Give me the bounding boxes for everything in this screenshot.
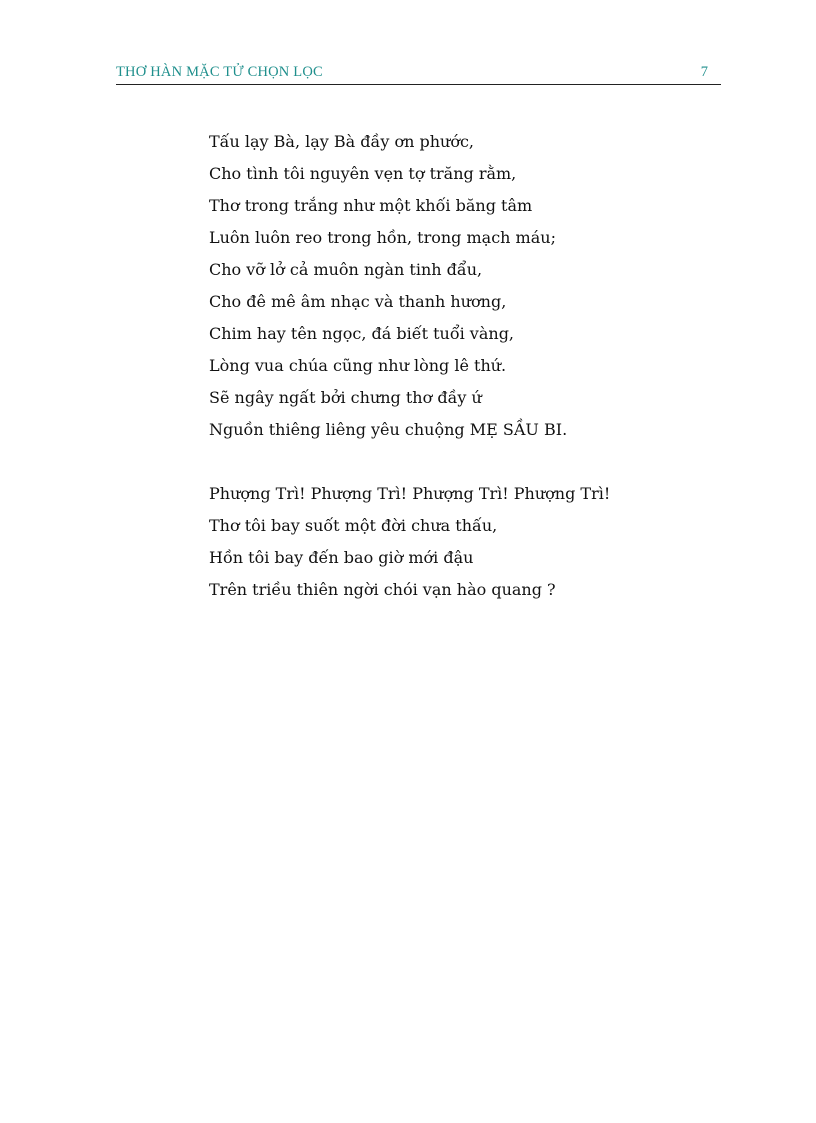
- header-title: THƠ HÀN MẶC TỬ CHỌN LỌC: [116, 64, 323, 80]
- poem-line: Trên triều thiên ngời chói vạn hào quang ?: [209, 580, 556, 599]
- poem-line: Thơ trong trắng như một khối băng tâm: [209, 196, 533, 215]
- poem-line: Sẽ ngây ngất bởi chưng thơ đầy ứ: [209, 388, 482, 407]
- poem-line: Cho vỡ lở cả muôn ngàn tinh đẩu,: [209, 260, 483, 279]
- stanza-2: [209, 478, 610, 606]
- poem-line: Thơ tôi bay suốt một đời chưa thấu,: [209, 516, 498, 535]
- stanza-1: [209, 126, 610, 446]
- poem-line: Phượng Trì! Phượng Trì! Phượng Trì! Phượng Trì!: [209, 484, 611, 503]
- poem-line: Cho tình tôi nguyên vẹn tợ trăng rằm,: [209, 164, 517, 183]
- poem-line: Hồn tôi bay đến bao giờ mới đậu: [209, 548, 474, 567]
- poem-line: Lòng vua chúa cũng như lòng lê thứ.: [209, 356, 507, 375]
- poem-line: Luôn luôn reo trong hồn, trong mạch máu;: [209, 228, 556, 247]
- running-header: [116, 62, 721, 85]
- poem-line: Chim hay tên ngọc, đá biết tuổi vàng,: [209, 324, 515, 343]
- poem-line: Tấu lạy Bà, lạy Bà đầy ơn phước,: [209, 132, 475, 151]
- poem: [209, 126, 610, 606]
- poem-line: Nguồn thiêng liêng yêu chuộng MẸ SẦU BI.: [209, 420, 568, 439]
- page-number: 7: [700, 64, 708, 80]
- poem-line: Cho đê mê âm nhạc và thanh hương,: [209, 292, 507, 311]
